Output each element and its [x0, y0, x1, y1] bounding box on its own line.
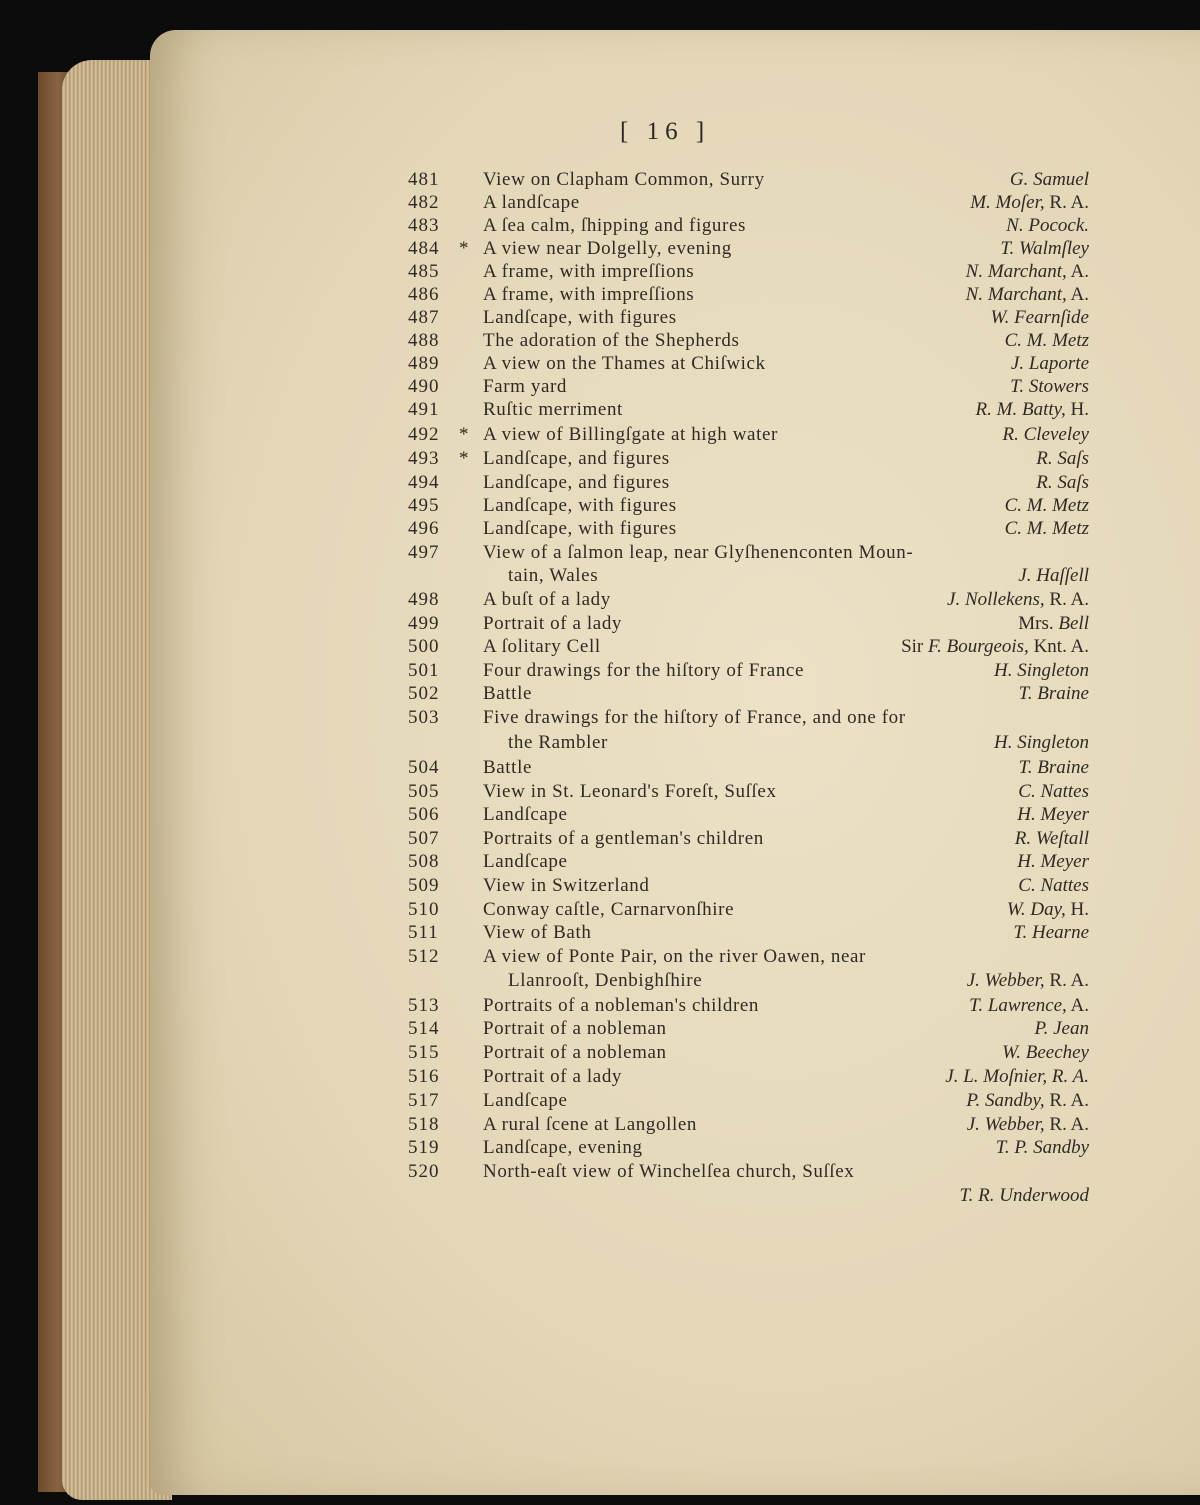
catalogue-entry	[0, 636, 1200, 660]
entry-artist	[966, 284, 1089, 306]
entry-number: 492	[408, 424, 440, 445]
artist-name: T. Braine	[1018, 683, 1089, 704]
entry-number: 481	[408, 169, 440, 190]
entry-number: 506	[408, 804, 440, 825]
artist-name: P. Jean	[1034, 1018, 1089, 1039]
entry-artist	[1034, 1018, 1089, 1040]
artist-name: H. Singleton	[994, 732, 1089, 753]
artist-name: W. Day,	[1006, 899, 1066, 920]
entry-artist	[1013, 922, 1089, 944]
entry-title: Landſcape, with figures	[483, 307, 677, 328]
entry-number: 496	[408, 518, 440, 539]
entry-title: A ſolitary Cell	[483, 636, 601, 657]
entry-title: Landſcape	[483, 851, 568, 872]
catalogue-entry	[0, 1137, 1200, 1161]
entry-artist	[1015, 828, 1089, 850]
artist-name: T. Hearne	[1013, 922, 1089, 943]
artist-name: C. M. Metz	[1004, 518, 1089, 539]
artist-suffix: Knt. A.	[1028, 636, 1089, 657]
artist-name: G. Samuel	[1009, 169, 1089, 190]
entry-title: Farm yard	[483, 376, 568, 397]
artist-suffix: A.	[1066, 995, 1089, 1016]
artist-suffix: H.	[1065, 399, 1089, 420]
entry-artist	[1010, 169, 1089, 191]
catalogue-entry	[0, 261, 1200, 285]
entry-number: 507	[408, 828, 440, 849]
entry-artist	[1005, 495, 1089, 517]
artist-suffix: R. A.	[1044, 1114, 1089, 1135]
entry-artist	[1010, 376, 1089, 398]
catalogue-entry	[0, 169, 1200, 193]
artist-name: T. Walmſley	[1000, 238, 1089, 259]
entry-number: 490	[408, 376, 440, 397]
entry-title: Landſcape, and figures	[483, 448, 670, 469]
entry-artist	[1018, 613, 1089, 635]
artist-suffix: R. A.	[1044, 192, 1089, 213]
entry-artist	[1019, 757, 1089, 779]
artist-suffix: A.	[1066, 284, 1089, 305]
artist-name: R. Saſs	[1036, 472, 1089, 493]
catalogue-entry	[0, 542, 1200, 566]
asterisk-mark: *	[459, 448, 469, 469]
artist-name: T. P. Sandby	[995, 1137, 1089, 1158]
entry-number: 508	[408, 851, 440, 872]
catalogue-entry	[0, 781, 1200, 805]
entry-artist	[967, 1114, 1089, 1136]
catalogue-entry	[0, 922, 1200, 946]
entry-artist	[990, 307, 1089, 329]
catalogue-entry	[0, 707, 1200, 731]
entry-title: Portrait of a nobleman	[483, 1018, 667, 1039]
catalogue-entry	[0, 757, 1200, 781]
artist-name: R. M. Batty,	[975, 399, 1066, 420]
entry-number: 488	[408, 330, 440, 351]
entry-title: A frame, with impreſſions	[483, 261, 695, 282]
catalogue-entry	[0, 330, 1200, 354]
catalogue-entry	[0, 376, 1200, 400]
entry-title: Landſcape, evening	[483, 1137, 643, 1158]
entry-number: 491	[408, 399, 440, 420]
artist-prefix: Mrs.	[1018, 613, 1059, 634]
catalogue-entry	[0, 448, 1200, 472]
page-number: [ 16 ]	[620, 118, 711, 145]
catalogue-entry	[0, 495, 1200, 519]
catalogue-entry	[0, 804, 1200, 828]
entry-number: 489	[408, 353, 440, 374]
artist-name: T. Stowers	[1010, 376, 1089, 397]
artist-name: J. Haſſell	[1018, 565, 1089, 586]
artist-name: N. Marchant,	[965, 261, 1067, 282]
catalogue-entry	[0, 424, 1200, 448]
artist-name: C. M. Metz	[1004, 495, 1089, 516]
catalogue-entry	[0, 353, 1200, 377]
entry-artist	[1002, 1042, 1089, 1064]
entry-artist	[994, 732, 1089, 754]
artist-name: T. Braine	[1018, 757, 1089, 778]
catalogue-entry-continuation	[0, 732, 1200, 756]
entry-title: The adoration of the Shepherds	[483, 330, 740, 351]
catalogue-entry	[0, 1066, 1200, 1090]
catalogue-entry	[0, 683, 1200, 707]
entry-number: 495	[408, 495, 440, 516]
artist-name: N. Pocock.	[1006, 215, 1089, 236]
entry-number: 511	[408, 922, 439, 943]
catalogue-entry	[0, 828, 1200, 852]
entry-artist	[1018, 781, 1089, 803]
entry-title: Portraits of a gentleman's children	[483, 828, 764, 849]
catalogue-entry	[0, 399, 1200, 423]
entry-title: Battle	[483, 683, 532, 704]
catalogue-entry	[0, 613, 1200, 637]
entry-artist	[996, 1137, 1089, 1159]
entry-title: Conway caſtle, Carnarvonſhire	[483, 899, 735, 920]
catalogue-entry	[0, 1018, 1200, 1042]
catalogue-entry	[0, 946, 1200, 970]
entry-number: 501	[408, 660, 440, 681]
entry-number: 515	[408, 1042, 440, 1063]
entry-number: 497	[408, 542, 440, 563]
artist-prefix: Sir	[901, 636, 928, 657]
entry-artist	[1036, 448, 1089, 470]
entry-number: 486	[408, 284, 440, 305]
entry-title: Battle	[483, 757, 532, 778]
entry-number: 513	[408, 995, 440, 1016]
entry-artist	[1017, 851, 1089, 873]
artist-name: R. Weſtall	[1014, 828, 1089, 849]
entry-artist	[994, 660, 1089, 682]
entry-number: 519	[408, 1137, 440, 1158]
entry-title: A buſt of a lady	[483, 589, 611, 610]
entry-artist	[901, 636, 1089, 658]
artist-name: C. Nattes	[1018, 781, 1089, 802]
entry-title-continuation: Llanrooſt, Denbighſhire	[508, 970, 703, 991]
catalogue-entry	[0, 215, 1200, 239]
entry-title: Portrait of a lady	[483, 1066, 623, 1087]
artist-name: C. M. Metz	[1004, 330, 1089, 351]
entry-title: View of a ſalmon leap, near Glyſhenenconten Moun-	[483, 542, 914, 563]
entry-title: Landſcape	[483, 1090, 568, 1111]
entry-title: A ſea calm, ſhipping and figures	[483, 215, 746, 236]
artist-name: J. Nollekens,	[947, 589, 1045, 610]
entry-title: North-eaſt view of Winchelſea church, Suſſex	[483, 1161, 855, 1182]
entry-title: A landſcape	[483, 192, 580, 213]
entry-title: Portrait of a lady	[483, 613, 623, 634]
entry-artist	[1005, 518, 1089, 540]
artist-name: J. L. Moſnier, R. A.	[945, 1066, 1089, 1087]
artist-suffix: A.	[1066, 261, 1089, 282]
catalogue-entry	[0, 995, 1200, 1019]
artist-suffix: R. A.	[1044, 589, 1089, 610]
entry-title: Landſcape, with figures	[483, 518, 677, 539]
entry-title: A view near Dolgelly, evening	[483, 238, 732, 259]
artist-name: N. Marchant,	[965, 284, 1067, 305]
entry-title: A view on the Thames at Chiſwick	[483, 353, 766, 374]
catalogue-entry	[0, 851, 1200, 875]
entry-number: 484	[408, 238, 440, 259]
entry-title: A frame, with impreſſions	[483, 284, 695, 305]
entry-artist	[1002, 424, 1089, 446]
entry-artist	[960, 1185, 1089, 1207]
entry-title: View in Switzerland	[483, 875, 650, 896]
catalogue-entry	[0, 472, 1200, 496]
entry-title: Ruſtic merriment	[483, 399, 623, 420]
entry-number: 485	[408, 261, 440, 282]
artist-name: H. Meyer	[1017, 804, 1089, 825]
entry-number: 498	[408, 589, 440, 610]
entry-title: View on Clapham Common, Surry	[483, 169, 765, 190]
asterisk-mark: *	[459, 238, 469, 259]
entry-artist	[970, 192, 1089, 214]
entry-artist	[1005, 330, 1089, 352]
catalogue-entry	[0, 1114, 1200, 1138]
entry-artist	[969, 995, 1089, 1017]
entry-title: Five drawings for the hiſtory of France, and one for	[483, 707, 906, 728]
artist-name: F. Bourgeois,	[928, 636, 1029, 657]
catalogue-entry	[0, 518, 1200, 542]
entry-artist	[1018, 565, 1089, 587]
entry-artist	[1011, 353, 1089, 375]
entry-title: View in St. Leonard's Foreſt, Suſſex	[483, 781, 777, 802]
entry-title: Landſcape, with figures	[483, 495, 677, 516]
artist-name: C. Nattes	[1018, 875, 1089, 896]
catalogue-entry	[0, 1042, 1200, 1066]
entry-title: A view of Billingſgate at high water	[483, 424, 778, 445]
entry-artist	[1007, 899, 1089, 921]
entry-artist	[967, 970, 1089, 992]
entry-number: 514	[408, 1018, 440, 1039]
entry-number: 505	[408, 781, 440, 802]
entry-number: 499	[408, 613, 440, 634]
entry-title: Portrait of a nobleman	[483, 1042, 667, 1063]
entry-title: Landſcape	[483, 804, 568, 825]
artist-suffix: R. A.	[1044, 970, 1089, 991]
entry-number: 517	[408, 1090, 440, 1111]
entry-artist	[976, 399, 1089, 421]
entry-artist	[1000, 238, 1089, 260]
artist-name: H. Singleton	[994, 660, 1089, 681]
entry-number: 518	[408, 1114, 440, 1135]
entry-title: Landſcape, and figures	[483, 472, 670, 493]
artist-name: T. R. Underwood	[959, 1185, 1089, 1206]
artist-name: T. Lawrence,	[969, 995, 1067, 1016]
catalogue-entry	[0, 307, 1200, 331]
catalogue-entry-continuation	[0, 1185, 1200, 1209]
artist-name: R. Saſs	[1036, 448, 1089, 469]
entry-artist	[1018, 875, 1089, 897]
artist-name: Bell	[1058, 613, 1089, 634]
entry-number: 487	[408, 307, 440, 328]
artist-suffix: H.	[1065, 899, 1089, 920]
entry-artist	[966, 1090, 1089, 1112]
entry-artist	[1017, 804, 1089, 826]
entry-artist	[1019, 683, 1089, 705]
artist-name: M. Moſer,	[970, 192, 1045, 213]
catalogue-entry	[0, 238, 1200, 262]
entry-number: 494	[408, 472, 440, 493]
catalogue-entry	[0, 192, 1200, 216]
entry-number: 520	[408, 1161, 440, 1182]
catalogue-entry	[0, 1090, 1200, 1114]
entry-title: Four drawings for the hiſtory of France	[483, 660, 804, 681]
entry-title: Portraits of a nobleman's children	[483, 995, 760, 1016]
catalogue-entry-continuation	[0, 970, 1200, 994]
entry-title: A view of Ponte Pair, on the river Oawen, near	[483, 946, 866, 967]
entry-artist	[966, 261, 1089, 283]
entry-number: 512	[408, 946, 440, 967]
artist-name: H. Meyer	[1017, 851, 1089, 872]
artist-name: W. Fearnſide	[990, 307, 1089, 328]
artist-name: P. Sandby,	[966, 1090, 1045, 1111]
entry-number: 504	[408, 757, 440, 778]
entry-artist	[947, 589, 1089, 611]
artist-name: J. Webber,	[966, 1114, 1045, 1135]
catalogue-entry	[0, 284, 1200, 308]
artist-name: J. Laporte	[1010, 353, 1089, 374]
artist-name: J. Webber,	[966, 970, 1045, 991]
entry-artist	[945, 1066, 1089, 1088]
entry-artist	[1036, 472, 1089, 494]
entry-title-continuation: the Rambler	[508, 732, 608, 753]
catalogue-entry	[0, 1161, 1200, 1185]
catalogue-entry-continuation	[0, 565, 1200, 589]
catalogue-entry	[0, 589, 1200, 613]
catalogue-entry	[0, 660, 1200, 684]
entry-number: 482	[408, 192, 440, 213]
entry-number: 510	[408, 899, 440, 920]
entry-number: 509	[408, 875, 440, 896]
asterisk-mark: *	[459, 424, 469, 445]
entry-title-continuation: tain, Wales	[508, 565, 599, 586]
entry-number: 493	[408, 448, 440, 469]
artist-name: R. Cleveley	[1002, 424, 1089, 445]
entry-number: 483	[408, 215, 440, 236]
entry-number: 503	[408, 707, 440, 728]
catalogue-entry	[0, 875, 1200, 899]
entry-number: 516	[408, 1066, 440, 1087]
artist-name: W. Beechey	[1002, 1042, 1089, 1063]
entry-number: 502	[408, 683, 440, 704]
entry-title: View of Bath	[483, 922, 592, 943]
artist-suffix: R. A.	[1044, 1090, 1089, 1111]
catalogue-entry	[0, 899, 1200, 923]
entry-artist	[1006, 215, 1089, 237]
entry-number: 500	[408, 636, 440, 657]
entry-title: A rural ſcene at Langollen	[483, 1114, 697, 1135]
